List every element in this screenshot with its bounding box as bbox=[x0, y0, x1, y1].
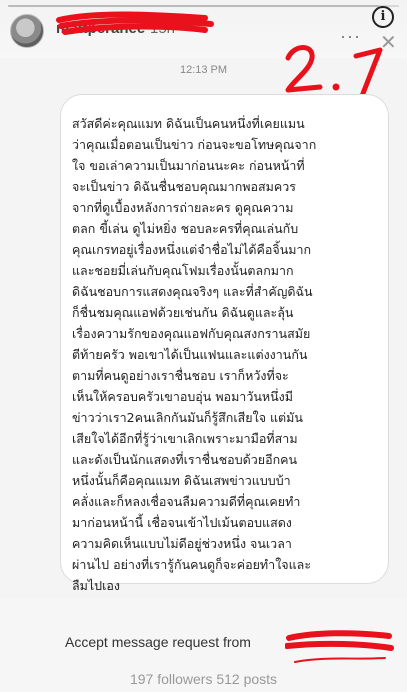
accept-request-text[interactable]: Accept message request from bbox=[65, 634, 251, 650]
story-progress-bar bbox=[8, 5, 399, 7]
redaction-scribble bbox=[55, 10, 215, 38]
more-icon[interactable]: ··· bbox=[340, 26, 361, 46]
username[interactable]: mattperanee bbox=[56, 20, 146, 37]
handwritten-annotation bbox=[280, 40, 395, 100]
message-timestamp: 12:13 PM bbox=[179, 64, 228, 76]
info-icon[interactable]: i bbox=[372, 6, 394, 28]
story-time: 15h bbox=[150, 20, 176, 37]
close-icon[interactable]: ✕ bbox=[380, 32, 397, 54]
redaction-scribble-bottom bbox=[285, 628, 395, 668]
message-text: สวัสดีค่ะคุณแมท ดิฉันเป็นคนหนึ่งที่เคยแมน ว่าคุณเมื่อตอนเป็นข่าว ก่อนจะขอโทษคุณจาก ใจ ขอเล่าความเป็นมาก่อนนะคะ ก่อนหน้าที่ จะเป็นข่าว ดิฉันชื่นชอบคุณมากพอสมควร จากที่ดูเบื้องหลังการถ่ายละคร ดูคุณความ ตลก ขี้เล่น ดูไม่หยิ่ง ชอบละครที่คุณเล่นกับ คุณเกรทอยู่เรื่องหนึ่งแต่จำชื่อไม่ได้คือจิ้นมาก และชอยมี่เล่นกับคุณโฟมเรื่องนั้นตลกมาก ดิฉันชอบการแสดงคุณจริงๆ และที่สำคัญดิฉัน ก็ชื่นชมคุณแอฟด้วยเช่นกัน ดิฉันดูและลุ้น เรื่องความรักของคุณแอฟกับคุณสงกรานสมัย ตีท้ายครัว พอเขาได้เป็นแฟนและแต่งงานกัน ตามที่คนดูอย่างเราชื่นชอบ เราก็หวังที่จะ เห็นให้ครอบครัวเขาอบอุ่น พอมาวันหนึ่งมี ข่าวว่าเรา2คนเลิกกันมันก็รู้สึกเสียใจ แต่มัน เสียใจได้อีกที่รู้ว่าเขาเลิกเพราะมามือที่สาม และดังเป็นนักแสดงที่เราชื่นชอบด้วยอีกคน หนึ่งนั้นก็คือคุณแมท ดิฉันเสพข่าวแบบบ้า คลั่งและก็หลงเชื่อจนลืมความดีที่คุณเคยทำ มาก่อนหน้านี้ เชื่อจนเข้าไปเม้นตอบแสดง ความคิดเห็นแบบไม่ดีอยู่ช่วงหนึ่ง จนเวลา ผ่านไป อย่างที่เรารู้กันคนดูก็จะค่อยทำใจและ ลืมไปเอง bbox=[72, 116, 317, 593]
profile-stats: 197 followers 512 posts bbox=[129, 671, 278, 687]
story-progress-fill bbox=[8, 5, 379, 7]
avatar[interactable] bbox=[10, 14, 44, 48]
